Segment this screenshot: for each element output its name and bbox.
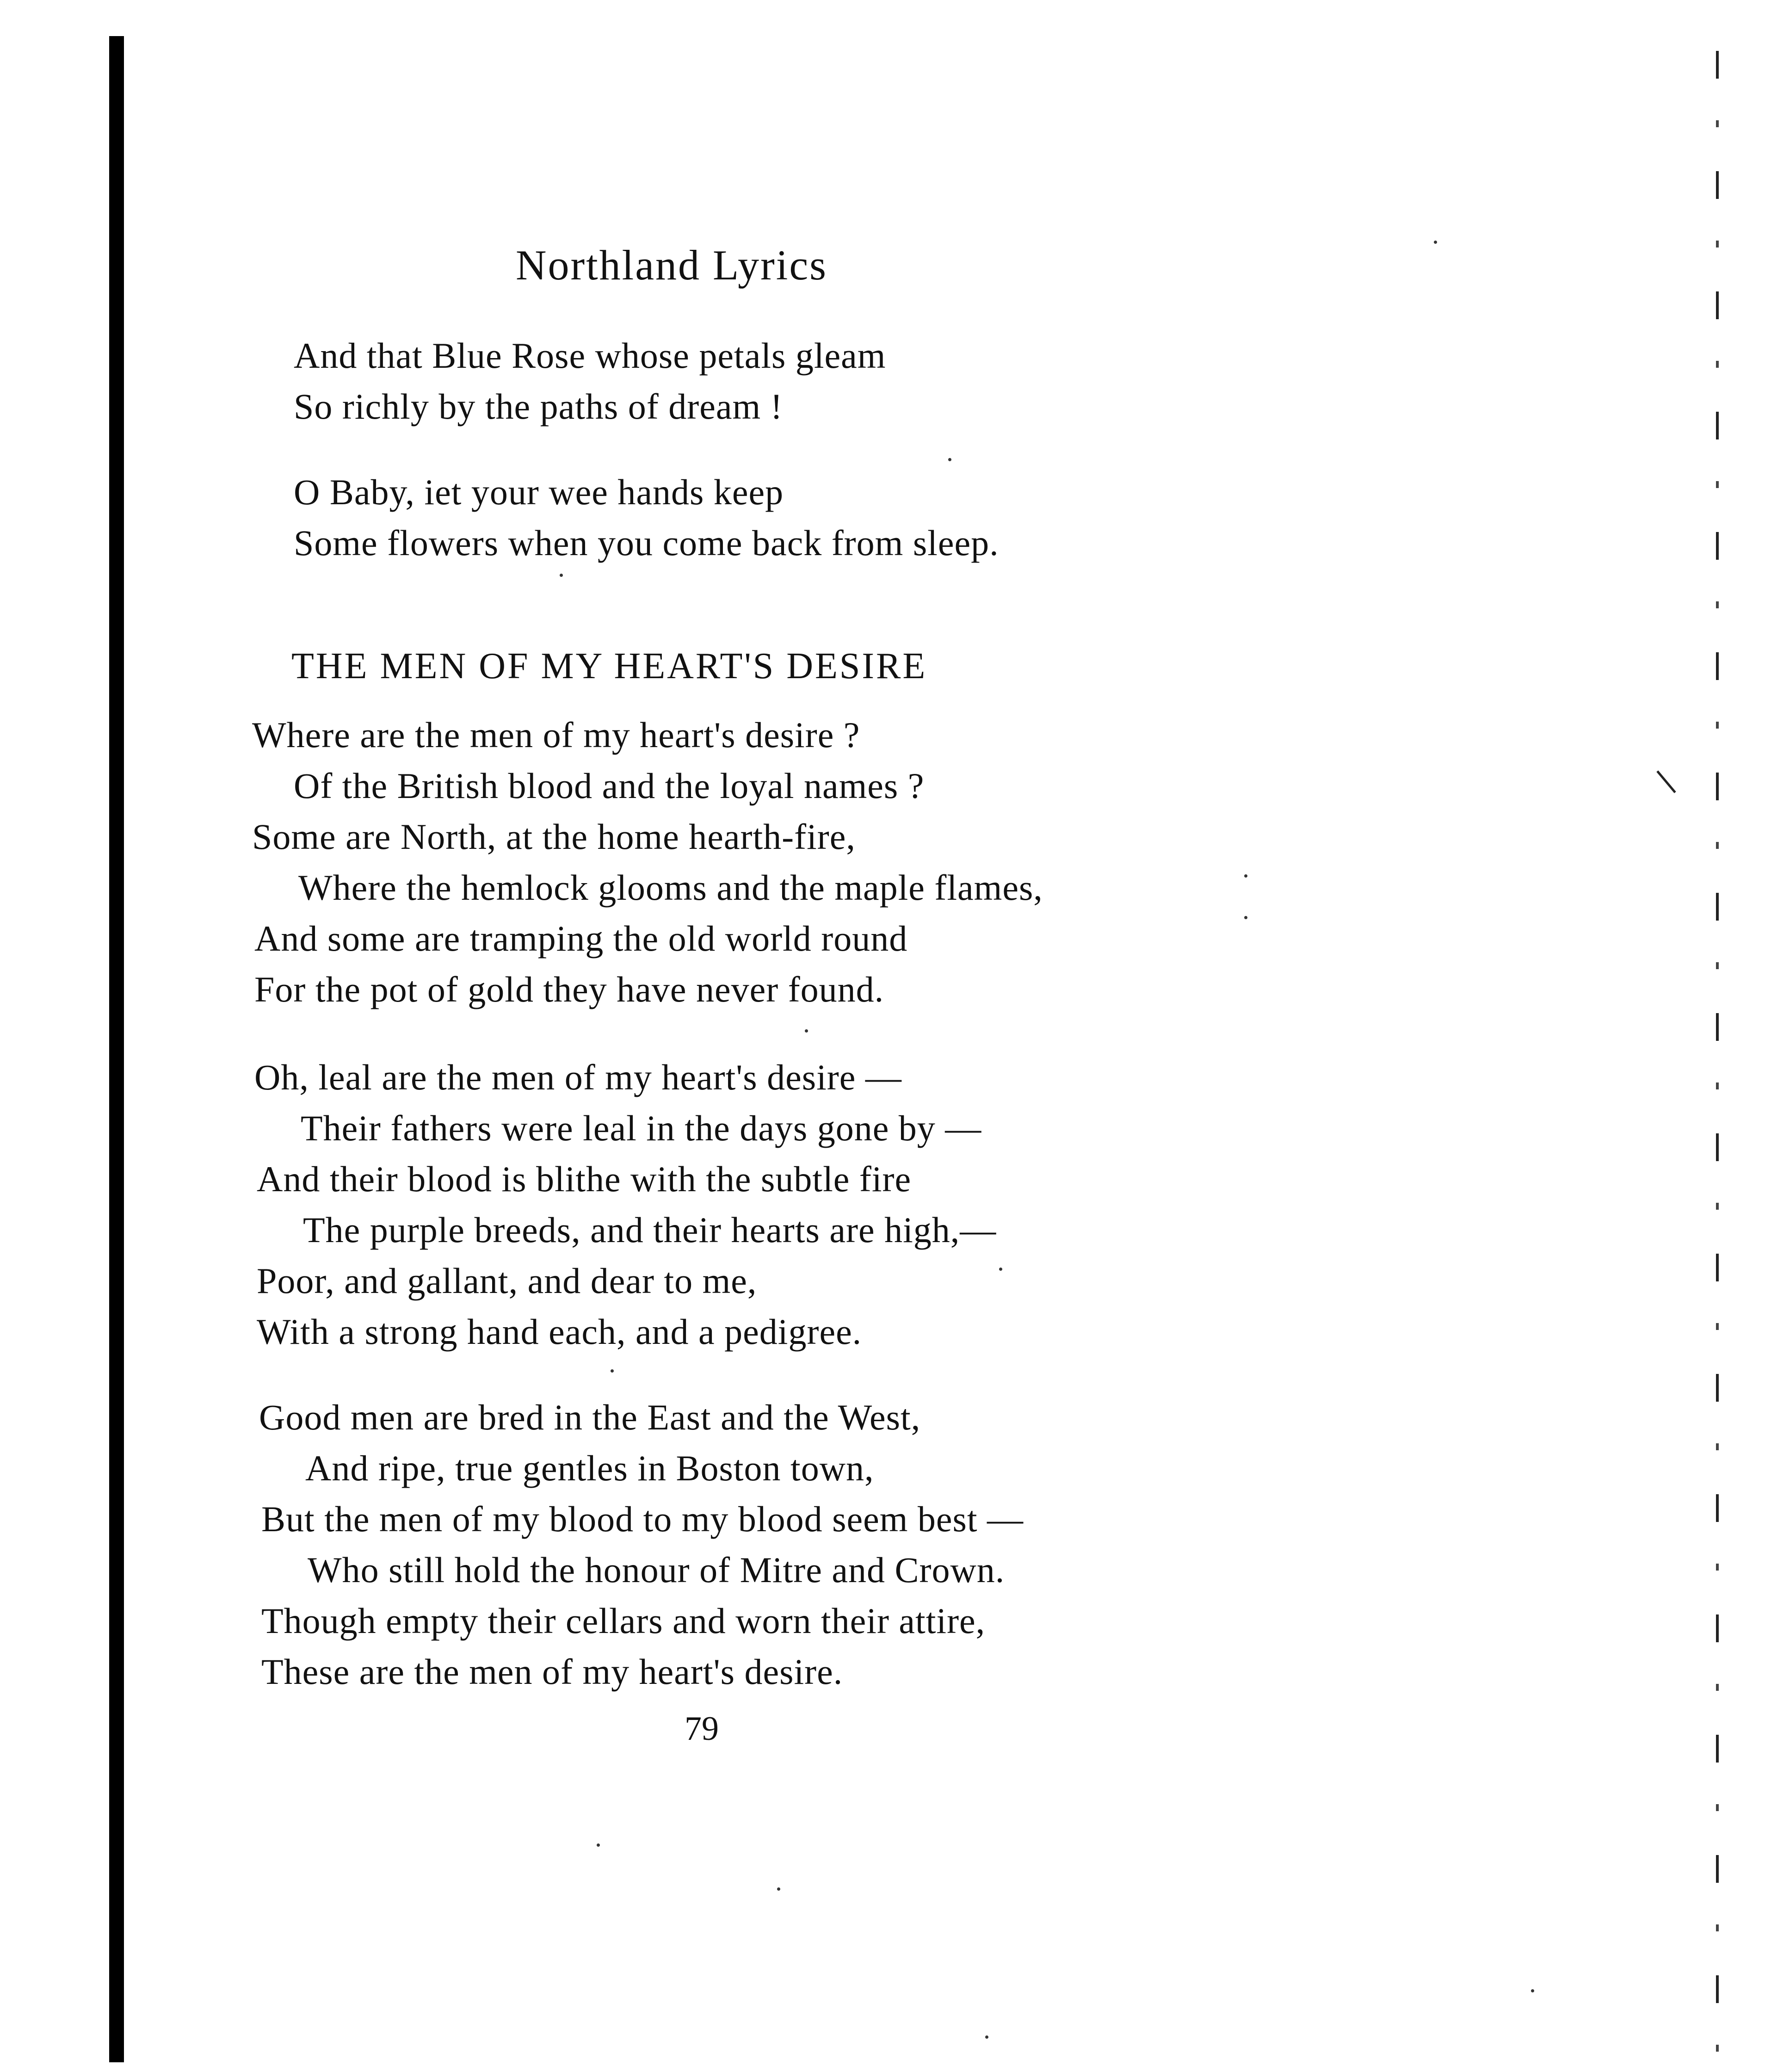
verse-line: The purple breeds, and their hearts are high,— [303, 1210, 997, 1250]
page-edge-rule [1716, 51, 1719, 2054]
scan-speck [805, 1029, 808, 1033]
verse-line: Their fathers were leal in the days gone by — [301, 1108, 982, 1148]
verse-line: Where the hemlock glooms and the maple flames, [298, 867, 1043, 908]
verse-line: Who still hold the honour of Mitre and Crown. [308, 1550, 1005, 1590]
verse-line: But the men of my blood to my blood seem best — [261, 1499, 1024, 1539]
running-head: Northland Lyrics [516, 241, 827, 289]
verse-line: Though empty their cellars and worn their attire, [261, 1601, 986, 1641]
verse-line: O Baby, iet your wee hands keep [294, 472, 784, 512]
verse-line: And that Blue Rose whose petals gleam [294, 335, 886, 376]
stray-ink-mark [1656, 770, 1676, 793]
verse-line: These are the men of my heart's desire. [261, 1651, 843, 1692]
scan-speck [948, 458, 951, 461]
scan-speck [777, 1887, 780, 1891]
verse-line: Where are the men of my heart's desire ? [252, 715, 860, 755]
scan-speck [611, 1369, 614, 1373]
verse-line: Some are North, at the home hearth-fire, [252, 816, 856, 857]
scan-speck [1244, 874, 1247, 878]
scan-speck [1531, 1989, 1534, 1992]
verse-line: With a strong hand each, and a pedigree. [257, 1311, 862, 1352]
scan-speck [999, 1268, 1002, 1271]
verse-line: And their blood is blithe with the subtle fire [257, 1159, 912, 1199]
scan-speck [985, 2035, 988, 2039]
verse-line: Good men are bred in the East and the West, [259, 1397, 921, 1437]
verse-line: And ripe, true gentles in Boston town, [305, 1448, 874, 1488]
verse-line: Some flowers when you come back from sleep. [294, 523, 999, 563]
page-number: 79 [685, 1710, 719, 1748]
scan-speck [597, 1843, 600, 1847]
verse-line: Oh, leal are the men of my heart's desire — [254, 1057, 902, 1097]
scan-speck [560, 574, 563, 577]
verse-line: So richly by the paths of dream ! [294, 386, 783, 427]
verse-line: Of the British blood and the loyal names ? [294, 766, 925, 806]
verse-line: And some are tramping the old world round [254, 918, 908, 959]
scan-speck [1244, 916, 1247, 919]
poem-title: THE MEN OF MY HEART'S DESIRE [291, 646, 927, 687]
binding-shadow [109, 36, 124, 2062]
verse-line: For the pot of gold they have never found. [254, 969, 884, 1009]
scan-speck [1434, 241, 1437, 244]
verse-line: Poor, and gallant, and dear to me, [257, 1261, 757, 1301]
